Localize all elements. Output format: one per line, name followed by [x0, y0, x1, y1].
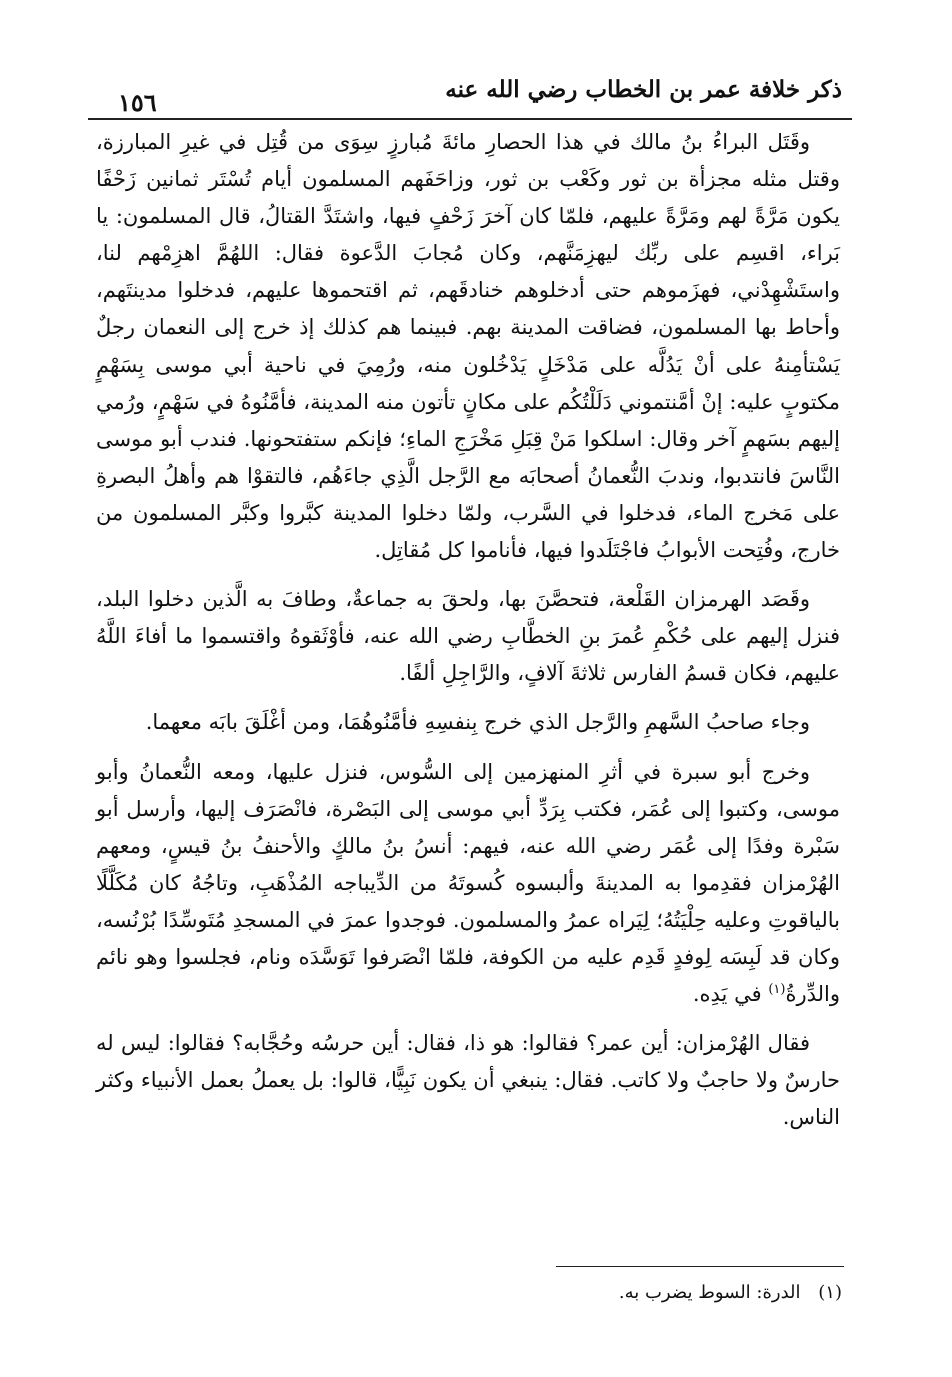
page-header	[88, 72, 852, 120]
paragraph-4	[96, 754, 840, 1014]
paragraph-4-text: وخرج أبو سبرة في أثرِ المنهزمين إلى السُّوس، فنزل عليها، ومعه النُّعمانُ وأبو موسى، وكتبوا إلى عُمَر، فكتب بِرَدِّ أبي موسى إلى البَصْرة، فانْصَرَف إليها، وأرسل أبو سَبْرة وفدًا إلى عُمَر رضي الله عنه، فيهم: أنسُ بنُ مالكٍ والأحنفُ بنُ قيسٍ، ومعهم الهُرْمزان فقدِموا به المدينةَ وألبسوه كُسوتَهُ من الدِّيباجه المُذْهَبِ، وتاجُهُ كان مُكَلَّلًا بالياقوتِ وعليه حِلْيَتُهُ؛ لِيَراه عمرُ والمسلمون. فوجدوا عمرَ في المسجدِ مُتَوسِّدًا بُرْنُسه، وكان قد لَبِسَه لِوفدٍ قَدِم عليه من الكوفة، فلمّا انْصَرفوا تَوَسَّدَه ونام، فجلسوا وهو نائم والدِّرةُ	[96, 759, 840, 1007]
header-rule	[88, 118, 852, 120]
footnote	[619, 1282, 842, 1303]
footnote-reference: (١)	[768, 982, 786, 998]
footnote-rule	[556, 1266, 844, 1267]
footnote-text: الدرة: السوط يضرب به.	[618, 1282, 801, 1303]
paragraph-3: وجاء صاحبُ السَّهمِ والرَّجل الذي خرج بِنفسِهِ فأمَّنُوهُمَا، ومن أغْلَقَ بابَه معهما.	[145, 710, 810, 735]
paragraph-5: فقال الهُرْمزان: أين عمر؟ فقالوا: هو ذا، فقال: أين حرسُه وحُجَّابه؟ فقالوا: ليس له حارسٌ ولا حاجبٌ ولا كاتب. فقال: ينبغي أن يكون نَبِيًّا، قالوا: بل يعملُ بعمل الأنبياء وكثر الناس.	[96, 1031, 840, 1130]
paragraph-4-tail: في يَدِه.	[692, 982, 769, 1007]
paragraph-1: وقَتَل البراءُ بنُ مالك في هذا الحصارِ مائةَ مُبارزٍ سِوَى من قُتِل في غيرِ المبارزة، وقتل مثله مجزأة بن ثور وكَعْب بن ثور، وزاحَفَهم المسلمون أيام تُسْتَر ثمانين زَحْفًا يكون مَرَّةً لهم ومَرَّةً عليهم، فلمّا كان آخرَ زَحْفٍ فيها، واشتَدَّ القتالُ، قال المسلمون: يا بَراء، اقسِم على ربِّك ليهزِمَنَّهم، وكان مُجابَ الدَّعوة فقال: اللهُمَّ اهزِمْهم لنا، واستَشْهِدْني، فهزَموهم حتى أدخلوهم خنادقَهم، ثم اقتحموها عليهم، فدخلوا مدينتَهم، وأحاط بها المسلمون، فضاقت المدينة بهم. فبينما هم كذلك إذ خرج إلى النعمان رجلٌ يَسْتأمِنهُ على أنْ يَدُلَّه على مَدْخَلٍ يَدْخُلون منه، ورُمِيَ في ناحية أبي موسى بِسَهْمٍ مكتوبٍ عليه: إنْ أمَّنتموني دَلَلْتُكُم على مكانٍ تأتون منه المدينة، فأمَّنُوهُ في سَهْمٍ، ورُمي إليهم بسَهمٍ آخر وقال: اسلكوا مَنْ قِبَلِ مَخْرَجِ الماءِ؛ فإنكم ستفتحونها. فندب أبو موسى النَّاسَ فانتدبوا، وندبَ النُّعمانُ أصحابَه مع الرَّجل الَّذِي جاءَهُم، فالتقوْا هم وأهلُ البصرةِ على مَخرج الماء، فدخلوا في السَّرب، ولمّا دخلوا المدينة كبَّروا وكبَّر المسلمون من خارج، وفُتِحت الأبوابُ فاجْتَلَدوا فيها، فأناموا كل مُقاتِل.	[96, 130, 840, 563]
running-title: ذكر خلافة عمر بن الخطاب رضي الله عنه	[445, 76, 842, 103]
body-text	[96, 124, 840, 1148]
paragraph-2: وقَصَد الهرمزان القَلْعة، فتحصَّنَ بها، ولحقَ به جماعةٌ، وطافَ به الَّذين دخلوا البلد، فنزل إليهم على حُكْمِ عُمرَ بنِ الخطَّابِ رضي الله عنه، فأوْثَقوهُ واقتسموا ما أفاءَ اللَّهُ عليهم، فكان قسمُ الفارس ثلاثةَ آلافٍ، والرَّاجِلِ ألفًا.	[96, 587, 840, 686]
page-number: ١٥٦	[118, 88, 157, 117]
footnote-number: (١)	[818, 1282, 842, 1303]
